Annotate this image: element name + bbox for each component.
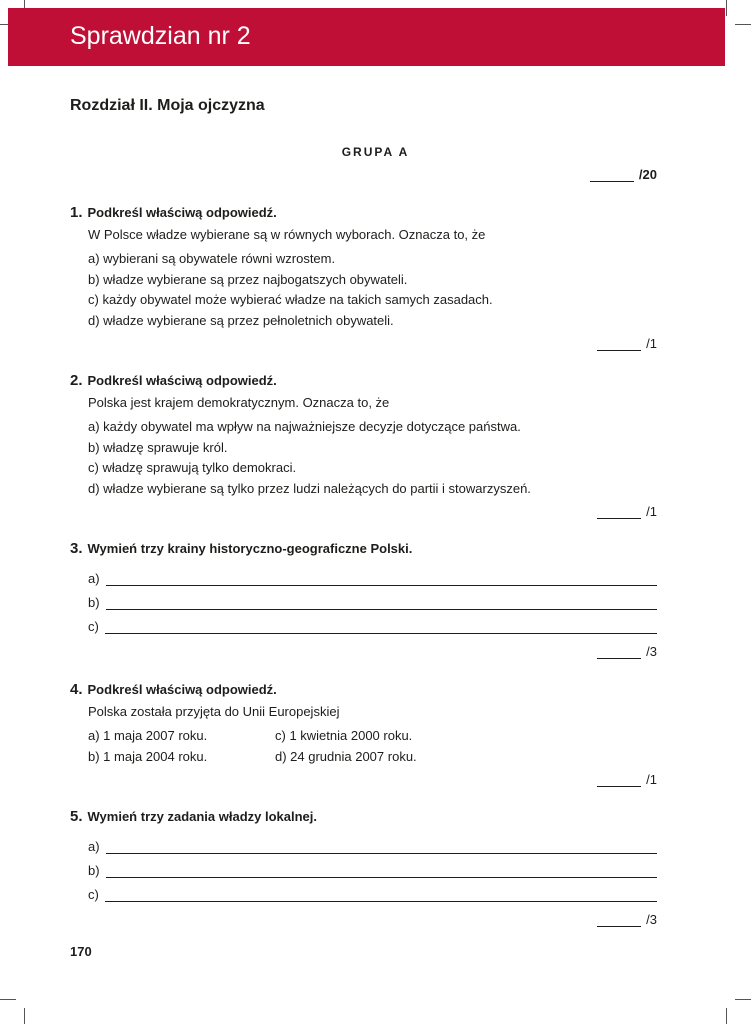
answer-line[interactable] [88, 887, 657, 902]
question-stem: Polska jest krajem demokratycznym. Oznacza to, że [88, 395, 390, 410]
score-blank[interactable] [597, 774, 641, 787]
answer-blank[interactable] [106, 599, 657, 610]
question-number: 1. [70, 204, 83, 221]
question-stem: W Polsce władze wybierane są w równych wyborach. Oznacza to, że [88, 227, 486, 242]
question-score [597, 504, 657, 519]
total-score [590, 167, 657, 182]
answer-option[interactable]: a) 1 maja 2007 roku. [88, 728, 208, 743]
page-title: Sprawdzian nr 2 [70, 22, 251, 50]
answer-label: a) [88, 571, 100, 586]
chapter-heading: Rozdział II. Moja ojczyzna [70, 97, 265, 114]
answer-label: c) [88, 887, 99, 902]
answer-line[interactable] [88, 619, 657, 634]
question-instruction: Podkreśl właściwą odpowiedź. [87, 682, 277, 697]
crop-mark [24, 1008, 25, 1024]
score-blank[interactable] [597, 914, 641, 927]
answer-option[interactable]: b) 1 maja 2004 roku. [88, 749, 208, 764]
crop-mark [735, 24, 751, 25]
question-number: 3. [70, 540, 83, 557]
answer-option[interactable]: a) każdy obywatel ma wpływ na najważniejsze decyzje dotyczące państwa. [88, 419, 521, 434]
title-banner [8, 8, 725, 66]
score-max: /20 [638, 167, 657, 182]
answer-blank[interactable] [105, 623, 657, 634]
score-max: /1 [646, 504, 657, 519]
question-4-heading [70, 681, 277, 698]
question-instruction: Wymień trzy zadania władzy lokalnej. [87, 809, 318, 824]
question-instruction: Podkreśl właściwą odpowiedź. [87, 373, 277, 388]
answer-line[interactable] [88, 595, 657, 610]
score-max: /3 [646, 912, 657, 927]
answer-option[interactable]: b) władze wybierane są przez najbogatszych obywateli. [88, 272, 408, 287]
score-max: /3 [646, 644, 657, 659]
answer-line[interactable] [88, 839, 657, 854]
score-blank[interactable] [597, 506, 641, 519]
crop-mark [726, 1008, 727, 1024]
crop-mark [726, 0, 727, 16]
score-blank[interactable] [590, 169, 634, 182]
question-5-heading [70, 808, 317, 825]
answer-label: b) [88, 863, 100, 878]
score-max: /1 [646, 336, 657, 351]
answer-line[interactable] [88, 863, 657, 878]
question-score [597, 336, 657, 351]
question-score [597, 912, 657, 927]
question-2-heading [70, 372, 277, 389]
question-score [597, 644, 657, 659]
crop-mark [735, 999, 751, 1000]
answer-line[interactable] [88, 571, 657, 586]
question-stem: Polska została przyjęta do Unii Europejskiej [88, 704, 340, 719]
question-instruction: Podkreśl właściwą odpowiedź. [87, 205, 277, 220]
answer-option[interactable]: c) władzę sprawują tylko demokraci. [88, 460, 297, 475]
question-number: 2. [70, 372, 83, 389]
answer-blank[interactable] [106, 867, 657, 878]
answer-blank[interactable] [106, 843, 657, 854]
question-score [597, 772, 657, 787]
crop-mark [0, 999, 16, 1000]
answer-option[interactable]: d) władze wybierane są tylko przez ludzi należących do partii i stowarzyszeń. [88, 481, 531, 496]
answer-label: b) [88, 595, 100, 610]
question-number: 4. [70, 681, 83, 698]
answer-option[interactable]: d) władze wybierane są przez pełnoletnich obywateli. [88, 313, 394, 328]
score-blank[interactable] [597, 646, 641, 659]
answer-option[interactable]: c) każdy obywatel może wybierać władze na takich samych zasadach. [88, 292, 493, 307]
question-1-heading [70, 204, 277, 221]
answer-blank[interactable] [106, 575, 657, 586]
answer-option[interactable]: c) 1 kwietnia 2000 roku. [275, 728, 413, 743]
group-label: GRUPA A [341, 145, 410, 159]
question-instruction: Wymień trzy krainy historyczno-geograficzne Polski. [87, 541, 413, 556]
answer-option[interactable]: b) władzę sprawuje król. [88, 440, 228, 455]
score-blank[interactable] [597, 338, 641, 351]
score-max: /1 [646, 772, 657, 787]
answer-label: a) [88, 839, 100, 854]
question-3-heading [70, 540, 412, 557]
answer-label: c) [88, 619, 99, 634]
answer-option[interactable]: d) 24 grudnia 2007 roku. [275, 749, 417, 764]
page-number: 170 [70, 944, 92, 959]
question-number: 5. [70, 808, 83, 825]
answer-option[interactable]: a) wybierani są obywatele równi wzrostem. [88, 251, 336, 266]
answer-blank[interactable] [105, 891, 657, 902]
